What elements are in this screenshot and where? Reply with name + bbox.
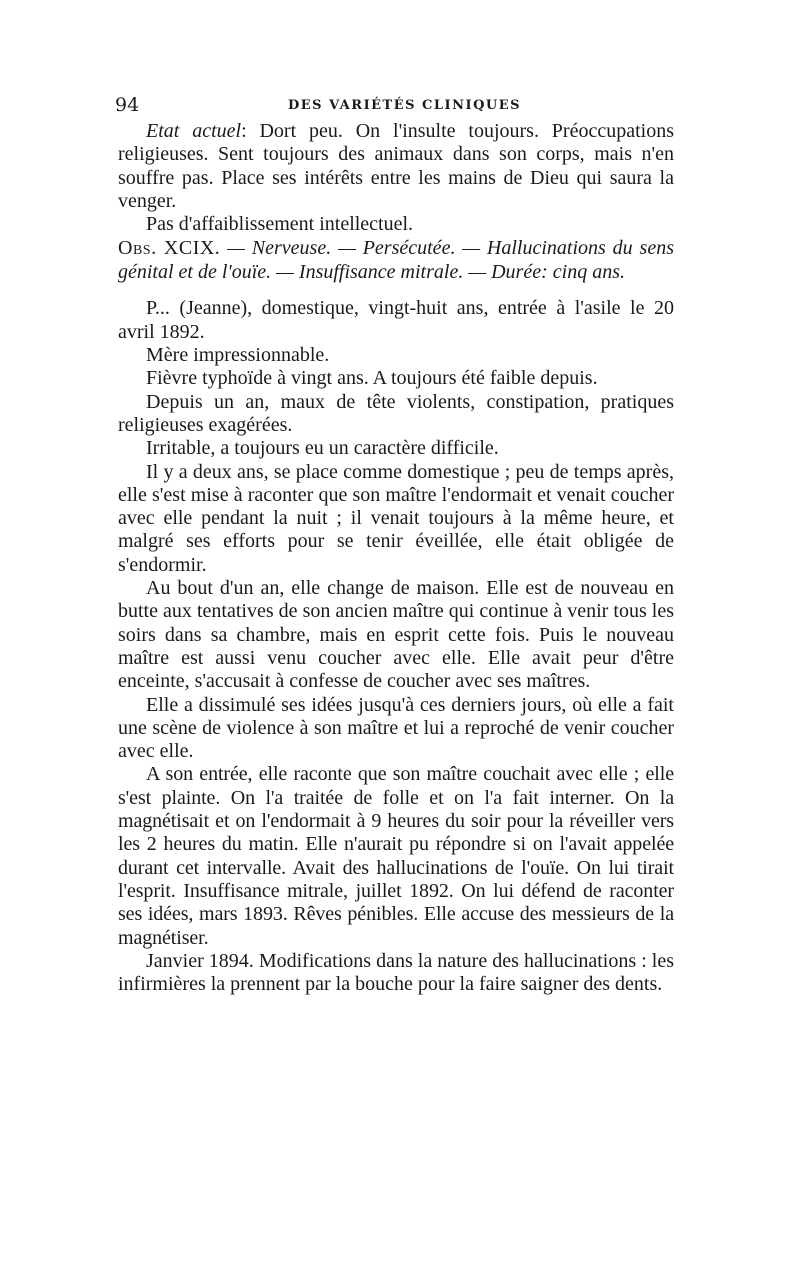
running-title: DES VARIÉTÉS CLINIQUES <box>288 98 522 113</box>
etat-actuel-text: : Dort peu. On l'insulte toujours. Préoccupations religieuses. Sent toujours des animaux dans son corps, mais n'en souffre pas. Place ses intérêts entre les mains de Dieu qui saura la venger. <box>118 120 674 212</box>
paragraph-mother: Mère impressionnable. <box>146 344 330 367</box>
paragraph-change-house: Au bout d'un an, elle change de maison. Elle est de nouveau en butte aux tentatives de son ancien maître qui continue à venir tous les soirs dans sa chambre, mais en esprit cette fois. Puis le nouveau maître est aussi venu coucher avec elle. Elle avait peur d'être enceinte, s'accusait à confesse de coucher avec ses maîtres. <box>118 577 674 693</box>
observation-heading <box>118 236 674 284</box>
observation-label: Obs. XCIX. <box>118 237 221 260</box>
page-number: 94 <box>115 94 140 116</box>
paragraph-domestic: Il y a deux ans, se place comme domestique ; peu de temps après, elle s'est mise à raconter que son maître l'endormait et venait coucher avec elle pendant la nuit ; il venait toujours à la même heure, et malgré ses efforts pour se tenir éveillée, elle était obligée de s'endormir. <box>118 460 674 576</box>
affaiblissement-paragraph: Pas d'affaiblissement intellectuel. <box>146 213 414 236</box>
paragraph-dissimulation: Elle a dissimulé ses idées jusqu'à ces derniers jours, où elle a fait une scène de violence à son maître et lui a reproché de venir coucher avec elle. <box>118 693 674 763</box>
paragraph-headaches: Depuis un an, maux de tête violents, constipation, pratiques religieuses exagérées. <box>118 390 674 436</box>
paragraph-typhoid: Fièvre typhoïde à vingt ans. A toujours été faible depuis. <box>146 367 598 390</box>
paragraph-admission: A son entrée, elle raconte que son maître couchait avec elle ; elle s'est plainte. On l'a traitée de folle et on l'a fait interner. On la magnétisait et on l'endormait à 9 heures du soir pour la réveiller vers les 2 heures du matin. Elle n'aurait pu répondre si on l'avait appelée durant cet intervalle. Avait des hallucinations de l'ouïe. On lui tirait l'esprit. Insuffisance mitrale, juillet 1892. On lui défend de raconter ses idées, mars 1893. Rêves pénibles. Elle accuse des messieurs de la magnétiser. <box>118 763 674 949</box>
etat-actuel-paragraph <box>118 120 674 213</box>
observation-title: — Nerveuse. — Persécutée. — Hallucinations du sens génital et de l'ouïe. — Insuffisance mitrale. — Durée: cinq ans. <box>118 237 674 284</box>
paragraph-irritable: Irritable, a toujours eu un caractère difficile. <box>146 437 499 460</box>
paragraph-january-1894: Janvier 1894. Modifications dans la nature des hallucinations : les infirmières la prennent par la bouche pour la faire saigner des dents. <box>118 949 674 996</box>
paragraph-identity: P... (Jeanne), domestique, vingt-huit ans, entrée à l'asile le 20 avril 1892. <box>118 297 674 343</box>
etat-actuel-label: Etat actuel <box>146 120 242 142</box>
book-page <box>115 92 674 996</box>
page-header <box>115 92 674 120</box>
